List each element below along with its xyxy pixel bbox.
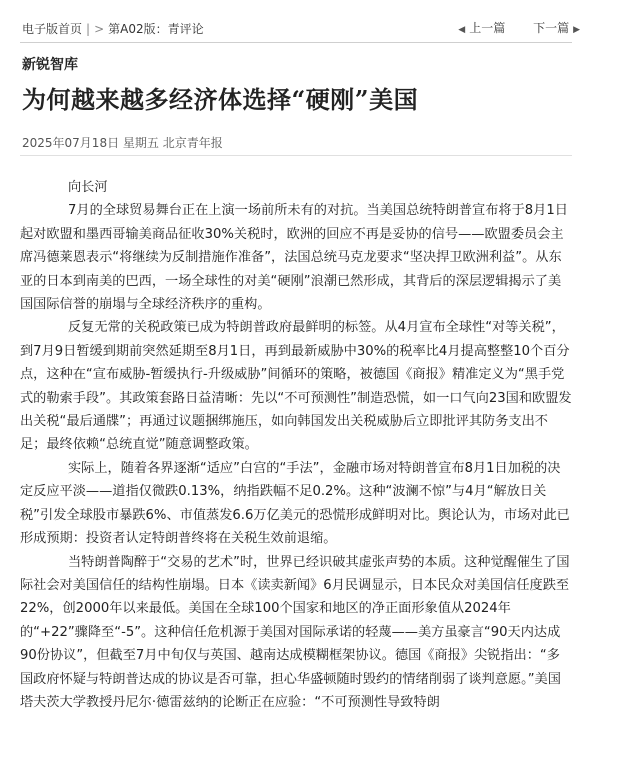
article-paragraph: 实际上，随着各界逐渐“适应”白宫的“手法”，金融市场对特朗普宣布8月1日加税的决定反应平淡——道指仅微跌0.13%，纳指跌幅不足0.2%。这种“波澜不惊”与4月“解放日关税”引发全球股市暴跌6%、市值蒸发6.6万亿美元的恐慌形成鲜明对比。舆论认为，市场对此已形成预期：投资者认定特朗普终将在关税生效前退缩。 xyxy=(20,460,570,547)
pager xyxy=(434,19,580,36)
article-title: 为何越来越多经济体选择“硬刚”美国 xyxy=(22,85,419,114)
breadcrumb xyxy=(22,20,204,37)
article-body xyxy=(20,176,574,714)
breadcrumb-home-link[interactable]: 电子版首页 xyxy=(22,22,83,36)
article-meta: 2025年07月18日 星期五 北京青年报 xyxy=(22,136,223,150)
breadcrumb-chevron-icon: > xyxy=(94,22,105,36)
meta-divider xyxy=(20,155,572,156)
prev-article-button[interactable] xyxy=(458,19,505,36)
article-paragraph: 7月的全球贸易舞台正在上演一场前所未有的对抗。当美国总统特朗普宣布将于8月1日起对欧盟和墨西哥输美商品征收30%关税时，欧洲的回应不再是妥协的信号——欧盟委员会主席冯德莱恩表示“将继续为反制措施作准备”，法国总统马克龙要求“坚决捍卫欧洲利益”。从东亚的日本到南美的巴西，一场全球性的对美“硬刚”浪潮已然形成，其背后的深层逻辑揭示了美国国际信誉的崩塌与全球经济秩序的重构。 xyxy=(20,203,568,313)
top-bar xyxy=(0,0,626,44)
next-article-label: 下一篇 xyxy=(533,21,570,35)
article-author: 向长河 xyxy=(68,180,108,195)
triangle-right-icon: ▶ xyxy=(573,25,580,35)
article-paragraph: 当特朗普陶醉于“交易的艺术”时，世界已经识破其虚张声势的本质。这种觉醒催生了国际社会对美国信任的结构性崩塌。日本《读卖新闻》6月民调显示，日本民众对美国信任度跌至22%，创2000年以来最低。美国在全球100个国家和地区的净正面形象值从2024年的“+22”骤降至“-5”。这种信任危机源于美国对国际承诺的轻蔑——美方虽豪言“90天内达成90份协议”，但截至7月中旬仅与英国、越南达成模糊框架协议。德国《商报》尖锐指出：“多国政府怀疑与特朗普达成的协议是否可靠，担心华盛顿随时毁约的情绪削弱了谈判意愿。”美国塔夫茨大学教授丹尼尔·德雷兹纳的论断正在应验：“不可预测性导致特朗 xyxy=(20,554,570,710)
header-divider xyxy=(20,42,572,43)
breadcrumb-separator-icon: | xyxy=(86,22,91,36)
breadcrumb-page-link[interactable]: 第A02版：青评论 xyxy=(108,22,204,36)
next-article-button[interactable] xyxy=(533,19,580,36)
prev-article-label: 上一篇 xyxy=(469,21,506,35)
triangle-left-icon: ◀ xyxy=(458,25,466,35)
section-label: 新锐智库 xyxy=(22,57,78,73)
article-paragraph: 反复无常的关税政策已成为特朗普政府最鲜明的标签。从4月宣布全球性“对等关税”，到7月9日暂缓到期前突然延期至8月1日，再到最新威胁中30%的税率比4月提高整整10个百分点，这种在“宣布威胁-暂缓执行-升级威胁”间循环的策略，被德国《商报》精准定义为“黑手党式的勒索手段”。其政策套路日益清晰：先以“不可预测性”制造恐慌，如一口气向23国和欧盟发出关税“最后通牒”；再通过议题捆绑施压，如向韩国发出关税威胁后立即批评其防务支出不足；最终依赖“总统直觉”随意调整政策。 xyxy=(20,320,572,453)
